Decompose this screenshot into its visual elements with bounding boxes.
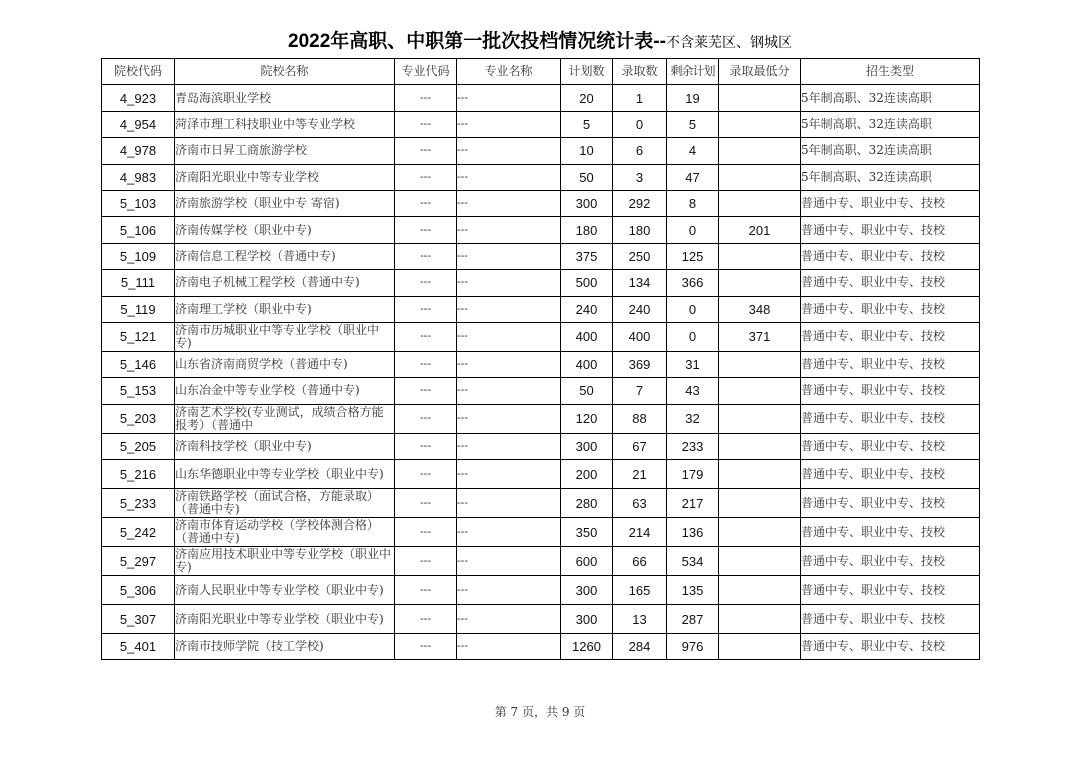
- school-name-cell: [175, 111, 395, 137]
- remaining-count-cell: 0: [667, 322, 719, 351]
- header-remaining: 剩余计划: [667, 59, 719, 85]
- admitted-count-cell: 369: [613, 351, 667, 377]
- plan-count-cell: 300: [561, 576, 613, 605]
- major-code-cell: ---: [395, 270, 457, 296]
- school-name-cell: [175, 296, 395, 322]
- enroll-type-cell: 普通中专、职业中专、技校: [801, 634, 980, 660]
- remaining-count-cell: 31: [667, 351, 719, 377]
- enroll-type-cell: 普通中专、职业中专、技校: [801, 322, 980, 351]
- enroll-type-cell: 普通中专、职业中专、技校: [801, 576, 980, 605]
- header-school-code: 院校代码: [102, 59, 175, 85]
- major-name-cell: ---: [457, 296, 561, 322]
- min-score-cell: [719, 190, 801, 216]
- plan-count-cell: 240: [561, 296, 613, 322]
- school-name-text: 山东华德职业中等专业学校（职业中专): [175, 467, 384, 481]
- header-school-name: 院校名称: [175, 59, 395, 85]
- school-code-cell: 5_205: [102, 433, 175, 459]
- school-name-text: 济南阳光职业中等专业学校: [175, 170, 320, 184]
- major-name-cell: ---: [457, 351, 561, 377]
- admitted-count-cell: 13: [613, 605, 667, 634]
- school-name-cell: [175, 404, 395, 433]
- min-score-cell: [719, 85, 801, 111]
- table-header-row: [102, 59, 980, 85]
- plan-count-cell: 400: [561, 322, 613, 351]
- school-name-text: 济南信息工程学校（普通中专): [175, 249, 336, 263]
- enroll-type-cell: 普通中专、职业中专、技校: [801, 433, 980, 459]
- school-code-cell: 5_109: [102, 243, 175, 269]
- school-code-cell: 5_297: [102, 547, 175, 576]
- enroll-type-cell: 普通中专、职业中专、技校: [801, 270, 980, 296]
- school-name-text: 济南电子机械工程学校（普通中专): [175, 276, 360, 290]
- min-score-cell: [719, 351, 801, 377]
- school-code-cell: 5_306: [102, 576, 175, 605]
- table-row: [102, 576, 980, 605]
- major-code-cell: ---: [395, 190, 457, 216]
- plan-count-cell: 50: [561, 164, 613, 190]
- table-row: [102, 322, 980, 351]
- document-title: [0, 26, 1080, 53]
- enroll-type-cell: 普通中专、职业中专、技校: [801, 296, 980, 322]
- school-name-text: 山东省济南商贸学校（普通中专): [175, 358, 348, 372]
- school-name-cell: [175, 605, 395, 634]
- header-plan: 计划数: [561, 59, 613, 85]
- major-code-cell: ---: [395, 243, 457, 269]
- plan-count-cell: 180: [561, 217, 613, 243]
- header-min-score: 录取最低分: [719, 59, 801, 85]
- table-row: [102, 547, 980, 576]
- title-main: 2022年高职、中职第一批次投档情况统计表--: [288, 31, 666, 52]
- school-code-cell: 5_106: [102, 217, 175, 243]
- plan-count-cell: 300: [561, 605, 613, 634]
- enroll-type-cell: 普通中专、职业中专、技校: [801, 217, 980, 243]
- major-code-cell: ---: [395, 634, 457, 660]
- major-code-cell: ---: [395, 576, 457, 605]
- school-code-cell: 5_153: [102, 378, 175, 404]
- table-row: [102, 518, 980, 547]
- major-name-cell: ---: [457, 576, 561, 605]
- major-code-cell: ---: [395, 351, 457, 377]
- major-code-cell: ---: [395, 605, 457, 634]
- table-row: [102, 378, 980, 404]
- school-name-cell: [175, 518, 395, 547]
- admitted-count-cell: 63: [613, 489, 667, 518]
- plan-count-cell: 300: [561, 190, 613, 216]
- remaining-count-cell: 43: [667, 378, 719, 404]
- admitted-count-cell: 66: [613, 547, 667, 576]
- min-score-cell: [719, 489, 801, 518]
- remaining-count-cell: 136: [667, 518, 719, 547]
- min-score-cell: [719, 378, 801, 404]
- major-code-cell: ---: [395, 378, 457, 404]
- admitted-count-cell: 292: [613, 190, 667, 216]
- min-score-cell: 348: [719, 296, 801, 322]
- school-name-cell: [175, 243, 395, 269]
- school-name-cell: [175, 460, 395, 489]
- school-code-cell: 5_307: [102, 605, 175, 634]
- plan-count-cell: 1260: [561, 634, 613, 660]
- school-name-cell: [175, 270, 395, 296]
- school-code-cell: 5_111: [102, 270, 175, 296]
- header-admitted: 录取数: [613, 59, 667, 85]
- min-score-cell: 371: [719, 322, 801, 351]
- school-code-cell: 4_923: [102, 85, 175, 111]
- remaining-count-cell: 135: [667, 576, 719, 605]
- school-name-cell: [175, 547, 395, 576]
- table-row: [102, 296, 980, 322]
- major-name-cell: ---: [457, 164, 561, 190]
- enroll-type-cell: 普通中专、职业中专、技校: [801, 351, 980, 377]
- major-code-cell: ---: [395, 138, 457, 164]
- remaining-count-cell: 217: [667, 489, 719, 518]
- school-name-text: 济南市历城职业中等专业学校（职业中专): [175, 323, 380, 350]
- school-code-cell: 5_203: [102, 404, 175, 433]
- admitted-count-cell: 67: [613, 433, 667, 459]
- major-name-cell: ---: [457, 85, 561, 111]
- plan-count-cell: 375: [561, 243, 613, 269]
- plan-count-cell: 120: [561, 404, 613, 433]
- school-code-cell: 5_146: [102, 351, 175, 377]
- remaining-count-cell: 125: [667, 243, 719, 269]
- major-code-cell: ---: [395, 164, 457, 190]
- school-name-text: 青岛海滨职业学校: [175, 91, 272, 105]
- min-score-cell: [719, 605, 801, 634]
- school-name-text: 济南市体育运动学校（学校体测合格）（普通中专): [175, 519, 380, 546]
- remaining-count-cell: 32: [667, 404, 719, 433]
- remaining-count-cell: 4: [667, 138, 719, 164]
- remaining-count-cell: 0: [667, 296, 719, 322]
- school-code-cell: 5_121: [102, 322, 175, 351]
- enroll-type-cell: 普通中专、职业中专、技校: [801, 605, 980, 634]
- major-code-cell: ---: [395, 85, 457, 111]
- enroll-type-cell: 普通中专、职业中专、技校: [801, 460, 980, 489]
- table-row: [102, 489, 980, 518]
- major-name-cell: ---: [457, 460, 561, 489]
- school-name-cell: [175, 433, 395, 459]
- plan-count-cell: 280: [561, 489, 613, 518]
- admitted-count-cell: 250: [613, 243, 667, 269]
- major-code-cell: ---: [395, 433, 457, 459]
- major-code-cell: ---: [395, 111, 457, 137]
- school-name-text: 济南理工学校（职业中专): [175, 302, 312, 316]
- school-name-cell: [175, 164, 395, 190]
- school-name-text: 菏泽市理工科技职业中等专业学校: [175, 117, 356, 131]
- school-name-cell: [175, 190, 395, 216]
- min-score-cell: [719, 518, 801, 547]
- enroll-type-cell: 普通中专、职业中专、技校: [801, 243, 980, 269]
- table-row: [102, 85, 980, 111]
- school-code-cell: 5_216: [102, 460, 175, 489]
- school-code-cell: 5_233: [102, 489, 175, 518]
- header-major-code: 专业代码: [395, 59, 457, 85]
- remaining-count-cell: 179: [667, 460, 719, 489]
- table-row: [102, 138, 980, 164]
- major-code-cell: ---: [395, 296, 457, 322]
- min-score-cell: [719, 460, 801, 489]
- major-code-cell: ---: [395, 489, 457, 518]
- school-name-text: 济南阳光职业中等专业学校（职业中专): [175, 612, 384, 626]
- school-name-text: 济南艺术学校(专业测试，成绩合格方能报考）（普通中: [175, 405, 384, 432]
- school-code-cell: 5_242: [102, 518, 175, 547]
- school-name-cell: [175, 322, 395, 351]
- plan-count-cell: 600: [561, 547, 613, 576]
- table-row: [102, 111, 980, 137]
- major-name-cell: ---: [457, 605, 561, 634]
- remaining-count-cell: 5: [667, 111, 719, 137]
- major-name-cell: ---: [457, 378, 561, 404]
- plan-count-cell: 400: [561, 351, 613, 377]
- school-name-text: 山东冶金中等专业学校（普通中专): [175, 384, 360, 398]
- remaining-count-cell: 233: [667, 433, 719, 459]
- major-name-cell: ---: [457, 518, 561, 547]
- school-name-cell: [175, 634, 395, 660]
- major-name-cell: ---: [457, 111, 561, 137]
- enroll-type-cell: 普通中专、职业中专、技校: [801, 190, 980, 216]
- school-name-cell: [175, 217, 395, 243]
- remaining-count-cell: 287: [667, 605, 719, 634]
- school-code-cell: 5_401: [102, 634, 175, 660]
- enroll-type-cell: 普通中专、职业中专、技校: [801, 378, 980, 404]
- school-name-text: 济南应用技术职业中等专业学校（职业中专): [175, 548, 392, 575]
- admitted-count-cell: 3: [613, 164, 667, 190]
- header-enroll-type: 招生类型: [801, 59, 980, 85]
- major-name-cell: ---: [457, 190, 561, 216]
- min-score-cell: [719, 111, 801, 137]
- title-subtitle: 不含莱芜区、钢城区: [665, 35, 792, 51]
- enroll-type-cell: 5年制高职、32连读高职: [801, 111, 980, 137]
- school-name-text: 济南铁路学校（面试合格，方能录取）（普通中专): [175, 490, 380, 517]
- table-row: [102, 243, 980, 269]
- school-name-cell: [175, 138, 395, 164]
- admitted-count-cell: 165: [613, 576, 667, 605]
- remaining-count-cell: 366: [667, 270, 719, 296]
- table-row: [102, 460, 980, 489]
- school-name-cell: [175, 351, 395, 377]
- major-code-cell: ---: [395, 547, 457, 576]
- school-name-text: 济南科技学校（职业中专): [175, 439, 312, 453]
- min-score-cell: [719, 138, 801, 164]
- school-name-cell: [175, 576, 395, 605]
- school-name-text: 济南传媒学校（职业中专): [175, 223, 312, 237]
- admitted-count-cell: 134: [613, 270, 667, 296]
- school-code-cell: 5_119: [102, 296, 175, 322]
- school-name-cell: [175, 378, 395, 404]
- admitted-count-cell: 6: [613, 138, 667, 164]
- remaining-count-cell: 8: [667, 190, 719, 216]
- school-name-cell: [175, 85, 395, 111]
- min-score-cell: [719, 576, 801, 605]
- enroll-type-cell: 5年制高职、32连读高职: [801, 164, 980, 190]
- min-score-cell: 201: [719, 217, 801, 243]
- plan-count-cell: 20: [561, 85, 613, 111]
- major-name-cell: ---: [457, 138, 561, 164]
- school-name-text: 济南市技师学院（技工学校): [175, 640, 324, 654]
- enroll-type-cell: 普通中专、职业中专、技校: [801, 489, 980, 518]
- plan-count-cell: 500: [561, 270, 613, 296]
- admitted-count-cell: 21: [613, 460, 667, 489]
- table-row: [102, 270, 980, 296]
- major-code-cell: ---: [395, 404, 457, 433]
- admitted-count-cell: 1: [613, 85, 667, 111]
- major-name-cell: ---: [457, 489, 561, 518]
- plan-count-cell: 10: [561, 138, 613, 164]
- admitted-count-cell: 0: [613, 111, 667, 137]
- admission-table: [101, 58, 980, 660]
- school-code-cell: 5_103: [102, 190, 175, 216]
- remaining-count-cell: 19: [667, 85, 719, 111]
- major-code-cell: ---: [395, 322, 457, 351]
- school-code-cell: 4_954: [102, 111, 175, 137]
- min-score-cell: [719, 270, 801, 296]
- school-name-text: 济南旅游学校（职业中专 寄宿): [175, 197, 340, 211]
- admitted-count-cell: 7: [613, 378, 667, 404]
- school-code-cell: 4_983: [102, 164, 175, 190]
- header-major-name: 专业名称: [457, 59, 561, 85]
- major-name-cell: ---: [457, 433, 561, 459]
- table-row: [102, 164, 980, 190]
- admitted-count-cell: 400: [613, 322, 667, 351]
- major-name-cell: ---: [457, 270, 561, 296]
- table-row: [102, 404, 980, 433]
- admitted-count-cell: 180: [613, 217, 667, 243]
- page-footer: 第 7 页，共 9 页: [494, 705, 586, 719]
- enroll-type-cell: 5年制高职、32连读高职: [801, 138, 980, 164]
- remaining-count-cell: 534: [667, 547, 719, 576]
- school-code-cell: 4_978: [102, 138, 175, 164]
- min-score-cell: [719, 433, 801, 459]
- table-row: [102, 634, 980, 660]
- major-name-cell: ---: [457, 547, 561, 576]
- plan-count-cell: 350: [561, 518, 613, 547]
- plan-count-cell: 50: [561, 378, 613, 404]
- remaining-count-cell: 47: [667, 164, 719, 190]
- table-row: [102, 217, 980, 243]
- school-name-text: 济南人民职业中等专业学校（职业中专): [175, 583, 384, 597]
- major-code-cell: ---: [395, 460, 457, 489]
- admitted-count-cell: 240: [613, 296, 667, 322]
- table-row: [102, 351, 980, 377]
- plan-count-cell: 200: [561, 460, 613, 489]
- min-score-cell: [719, 547, 801, 576]
- admitted-count-cell: 88: [613, 404, 667, 433]
- school-name-cell: [175, 489, 395, 518]
- major-code-cell: ---: [395, 217, 457, 243]
- major-code-cell: ---: [395, 518, 457, 547]
- major-name-cell: ---: [457, 322, 561, 351]
- remaining-count-cell: 976: [667, 634, 719, 660]
- enroll-type-cell: 5年制高职、32连读高职: [801, 85, 980, 111]
- major-name-cell: ---: [457, 243, 561, 269]
- min-score-cell: [719, 164, 801, 190]
- table-row: [102, 433, 980, 459]
- plan-count-cell: 5: [561, 111, 613, 137]
- major-name-cell: ---: [457, 404, 561, 433]
- major-name-cell: ---: [457, 217, 561, 243]
- admitted-count-cell: 214: [613, 518, 667, 547]
- table-row: [102, 605, 980, 634]
- school-name-text: 济南市日昇工商旅游学校: [175, 144, 308, 158]
- enroll-type-cell: 普通中专、职业中专、技校: [801, 518, 980, 547]
- plan-count-cell: 300: [561, 433, 613, 459]
- major-name-cell: ---: [457, 634, 561, 660]
- enroll-type-cell: 普通中专、职业中专、技校: [801, 547, 980, 576]
- min-score-cell: [719, 634, 801, 660]
- remaining-count-cell: 0: [667, 217, 719, 243]
- table-row: [102, 190, 980, 216]
- min-score-cell: [719, 243, 801, 269]
- admitted-count-cell: 284: [613, 634, 667, 660]
- enroll-type-cell: 普通中专、职业中专、技校: [801, 404, 980, 433]
- min-score-cell: [719, 404, 801, 433]
